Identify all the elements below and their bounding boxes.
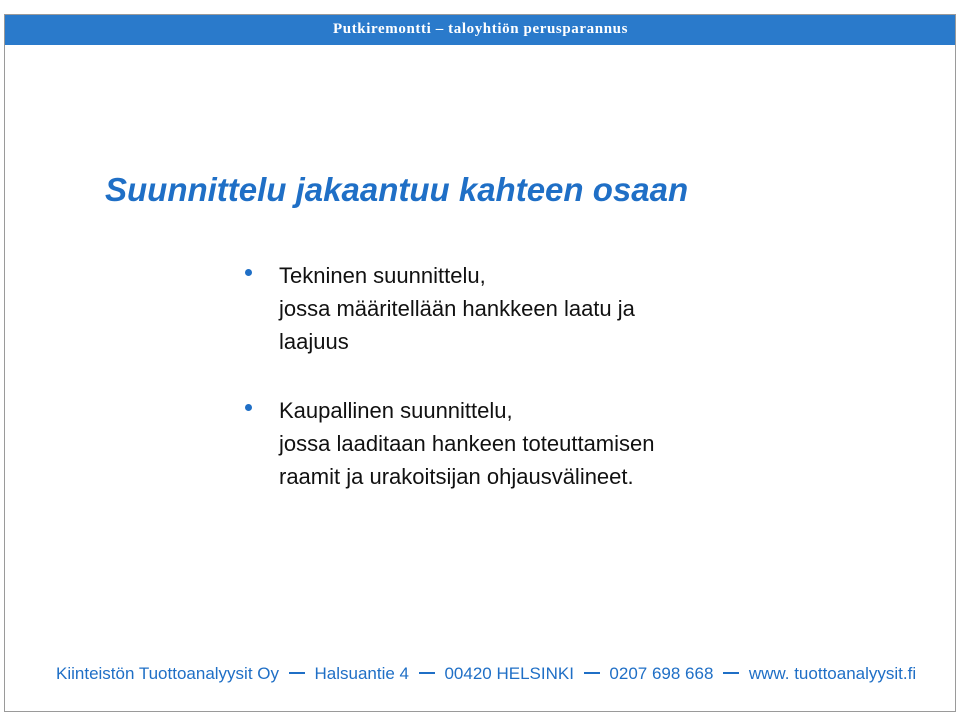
bullet-list [245, 259, 654, 529]
footer-address: Halsuantie 4 [314, 664, 409, 683]
bullet-item-technical [245, 259, 654, 358]
footer-separator [584, 672, 600, 674]
bullet-dot-icon [245, 269, 252, 276]
header-title: Putkiremontti – taloyhtiön perusparannus [333, 21, 629, 37]
bullet-line: jossa määritellään hankkeen laatu ja [279, 296, 635, 321]
footer [56, 664, 916, 684]
footer-separator [419, 672, 435, 674]
header-bar [5, 15, 955, 45]
bullet-line: laajuus [279, 329, 349, 354]
bullet-line: Tekninen suunnittelu, [279, 263, 486, 288]
slide-title: Suunnittelu jakaantuu kahteen osaan [105, 171, 689, 208]
bullet-line: Kaupallinen suunnittelu, [279, 398, 513, 423]
footer-website: www. tuottoanalyysit.fi [748, 664, 917, 683]
bullet-line: jossa laaditaan hankeen toteuttamisen [279, 431, 655, 456]
slide [4, 14, 956, 712]
bullet-dot-icon [245, 404, 252, 411]
footer-separator [723, 672, 739, 674]
bullet-item-commercial [245, 394, 654, 493]
footer-company: Kiinteistön Tuottoanalyysit Oy [56, 664, 280, 683]
footer-phone: 0207 698 668 [609, 664, 714, 683]
footer-separator [289, 672, 305, 674]
bullet-line: raamit ja urakoitsijan ohjausvälineet. [279, 464, 634, 489]
footer-city: 00420 HELSINKI [444, 664, 574, 683]
